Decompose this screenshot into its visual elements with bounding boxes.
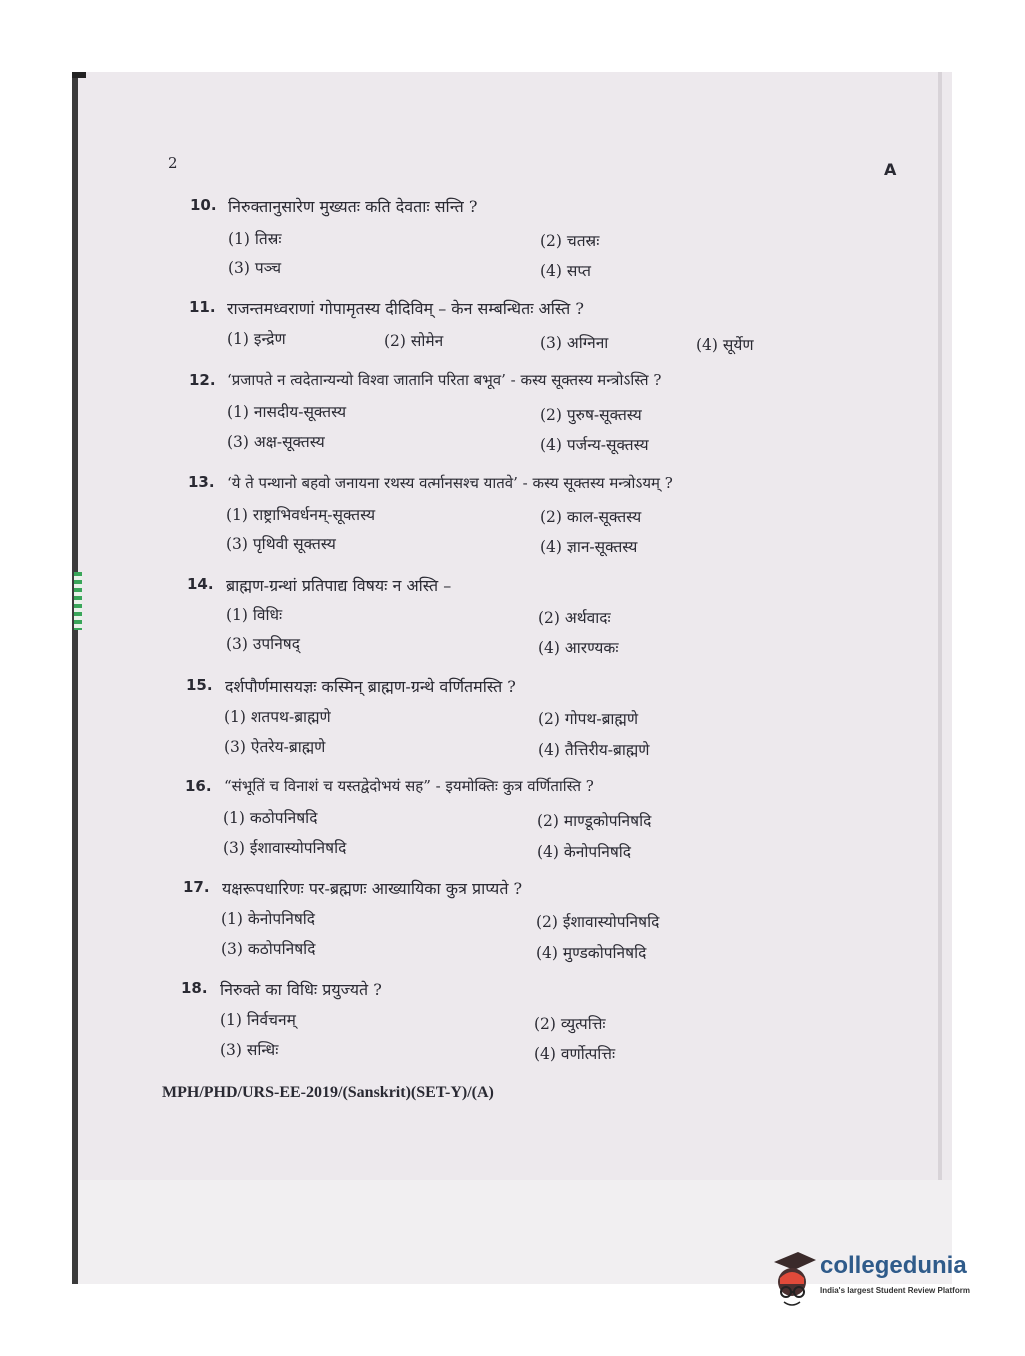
option-4: (4) तैत्तिरीय-ब्राह्मणे xyxy=(538,741,650,759)
option-3: (3) अक्ष-सूक्तस्य xyxy=(227,433,325,451)
question-text: यक्षरूपधारिणः पर-ब्रह्मणः आख्यायिका कुत्र प्राप्यते ? xyxy=(222,879,523,898)
collegedunia-logo xyxy=(770,1248,1000,1314)
option-1: (1) केनोपनिषदि xyxy=(221,910,316,928)
question-number: 10. xyxy=(190,196,217,214)
option-2: (2) ईशावास्योपनिषदि xyxy=(536,913,660,931)
scan-right-edge xyxy=(938,72,942,1180)
question-number: 11. xyxy=(189,298,216,316)
option-3: (3) सन्धिः xyxy=(220,1041,279,1059)
option-3: (3) पञ्च xyxy=(228,259,282,277)
question-text: ‘प्रजापते न त्वदेतान्यन्यो विश्वा जातानि परिता बभूव’ - कस्य सूक्तस्य मन्त्रोऽस्ति ? xyxy=(227,371,662,389)
option-2: (2) व्युत्पत्तिः xyxy=(534,1015,606,1033)
option-4: (4) मुण्डकोपनिषदि xyxy=(536,944,647,962)
question-number: 14. xyxy=(187,575,214,593)
option-1: (1) इन्द्रेण xyxy=(227,330,286,348)
question-text: निरुक्तानुसारेण मुख्यतः कति देवताः सन्ति ? xyxy=(228,197,478,216)
option-4: (4) सप्त xyxy=(540,262,591,280)
paper-code-footer: MPH/PHD/URS-EE-2019/(Sanskrit)(SET-Y)/(A) xyxy=(162,1084,494,1101)
option-4: (4) ज्ञान-सूक्तस्य xyxy=(540,538,638,556)
option-1: (1) तिस्रः xyxy=(228,230,282,248)
scan-left-edge xyxy=(72,72,78,1284)
option-3: (3) ईशावास्योपनिषदि xyxy=(223,839,347,857)
option-3: (3) ऐतरेय-ब्राह्मणे xyxy=(224,738,326,756)
question-text: राजन्तमध्वराणां गोपामृतस्य दीदिविम् – केन सम्बन्धितः अस्ति ? xyxy=(227,299,584,318)
option-1: (1) शतपथ-ब्राह्मणे xyxy=(224,708,331,726)
option-2: (2) चतस्रः xyxy=(540,232,600,250)
option-2: (2) गोपथ-ब्राह्मणे xyxy=(538,710,639,728)
question-number: 17. xyxy=(183,878,210,896)
option-2: (2) काल-सूक्तस्य xyxy=(540,508,642,526)
option-3: (3) अग्निना xyxy=(540,334,609,352)
option-1: (1) कठोपनिषदि xyxy=(223,809,318,827)
set-letter: A xyxy=(884,160,897,179)
question-number: 16. xyxy=(185,777,212,795)
option-1: (1) राष्ट्राभिवर्धनम्-सूक्तस्य xyxy=(226,506,376,524)
option-4: (4) वर्णोत्पत्तिः xyxy=(534,1045,616,1063)
question-number: 12. xyxy=(189,371,216,389)
question-text: “संभूतिं च विनाशं च यस्तद्वेदोभयं सह” - इयमोक्तिः कुत्र वर्णितास्ति ? xyxy=(224,777,594,795)
option-1: (1) निर्वचनम् xyxy=(220,1011,296,1029)
option-1: (1) विधिः xyxy=(226,606,283,624)
option-3: (3) पृथिवी सूक्तस्य xyxy=(226,535,336,553)
option-4: (4) आरण्यकः xyxy=(538,639,619,657)
question-text: ‘ये ते पन्थानो बहवो जनायना रथस्य वर्त्मानसश्च यातवे’ - कस्य सूक्तस्य मन्त्रोऽयम् ? xyxy=(227,474,673,492)
option-1: (1) नासदीय-सूक्तस्य xyxy=(227,403,347,421)
option-2: (2) माण्डूकोपनिषदि xyxy=(537,812,652,830)
option-4: (4) केनोपनिषदि xyxy=(537,843,632,861)
question-number: 15. xyxy=(186,676,213,694)
question-number: 13. xyxy=(188,473,215,491)
question-text: निरुक्ते का विधिः प्रयुज्यते ? xyxy=(220,980,382,999)
option-2: (2) सोमेन xyxy=(384,332,444,350)
question-number: 18. xyxy=(181,979,208,997)
option-2: (2) पुरुष-सूक्तस्य xyxy=(540,406,642,424)
logo-wordmark: collegedunia xyxy=(820,1252,967,1279)
question-text: ब्राह्मण-ग्रन्थां प्रतिपाद्य विषयः न अस्ति – xyxy=(226,576,452,595)
option-4: (4) सूर्येण xyxy=(696,336,754,354)
logo-tagline: India's largest Student Review Platform xyxy=(820,1286,970,1295)
option-2: (2) अर्थवादः xyxy=(538,609,611,627)
option-3: (3) उपनिषद् xyxy=(226,635,300,653)
margin-stamp-mark xyxy=(74,572,82,630)
option-3: (3) कठोपनिषदि xyxy=(221,940,316,958)
page-number: 2 xyxy=(168,154,178,172)
mascot-icon xyxy=(770,1248,818,1310)
corner-mark xyxy=(72,72,86,78)
question-text: दर्शपौर्णमासयज्ञः कस्मिन् ब्राह्मण-ग्रन्थे वर्णितमस्ति ? xyxy=(225,677,516,696)
option-4: (4) पर्जन्य-सूक्तस्य xyxy=(540,436,649,454)
